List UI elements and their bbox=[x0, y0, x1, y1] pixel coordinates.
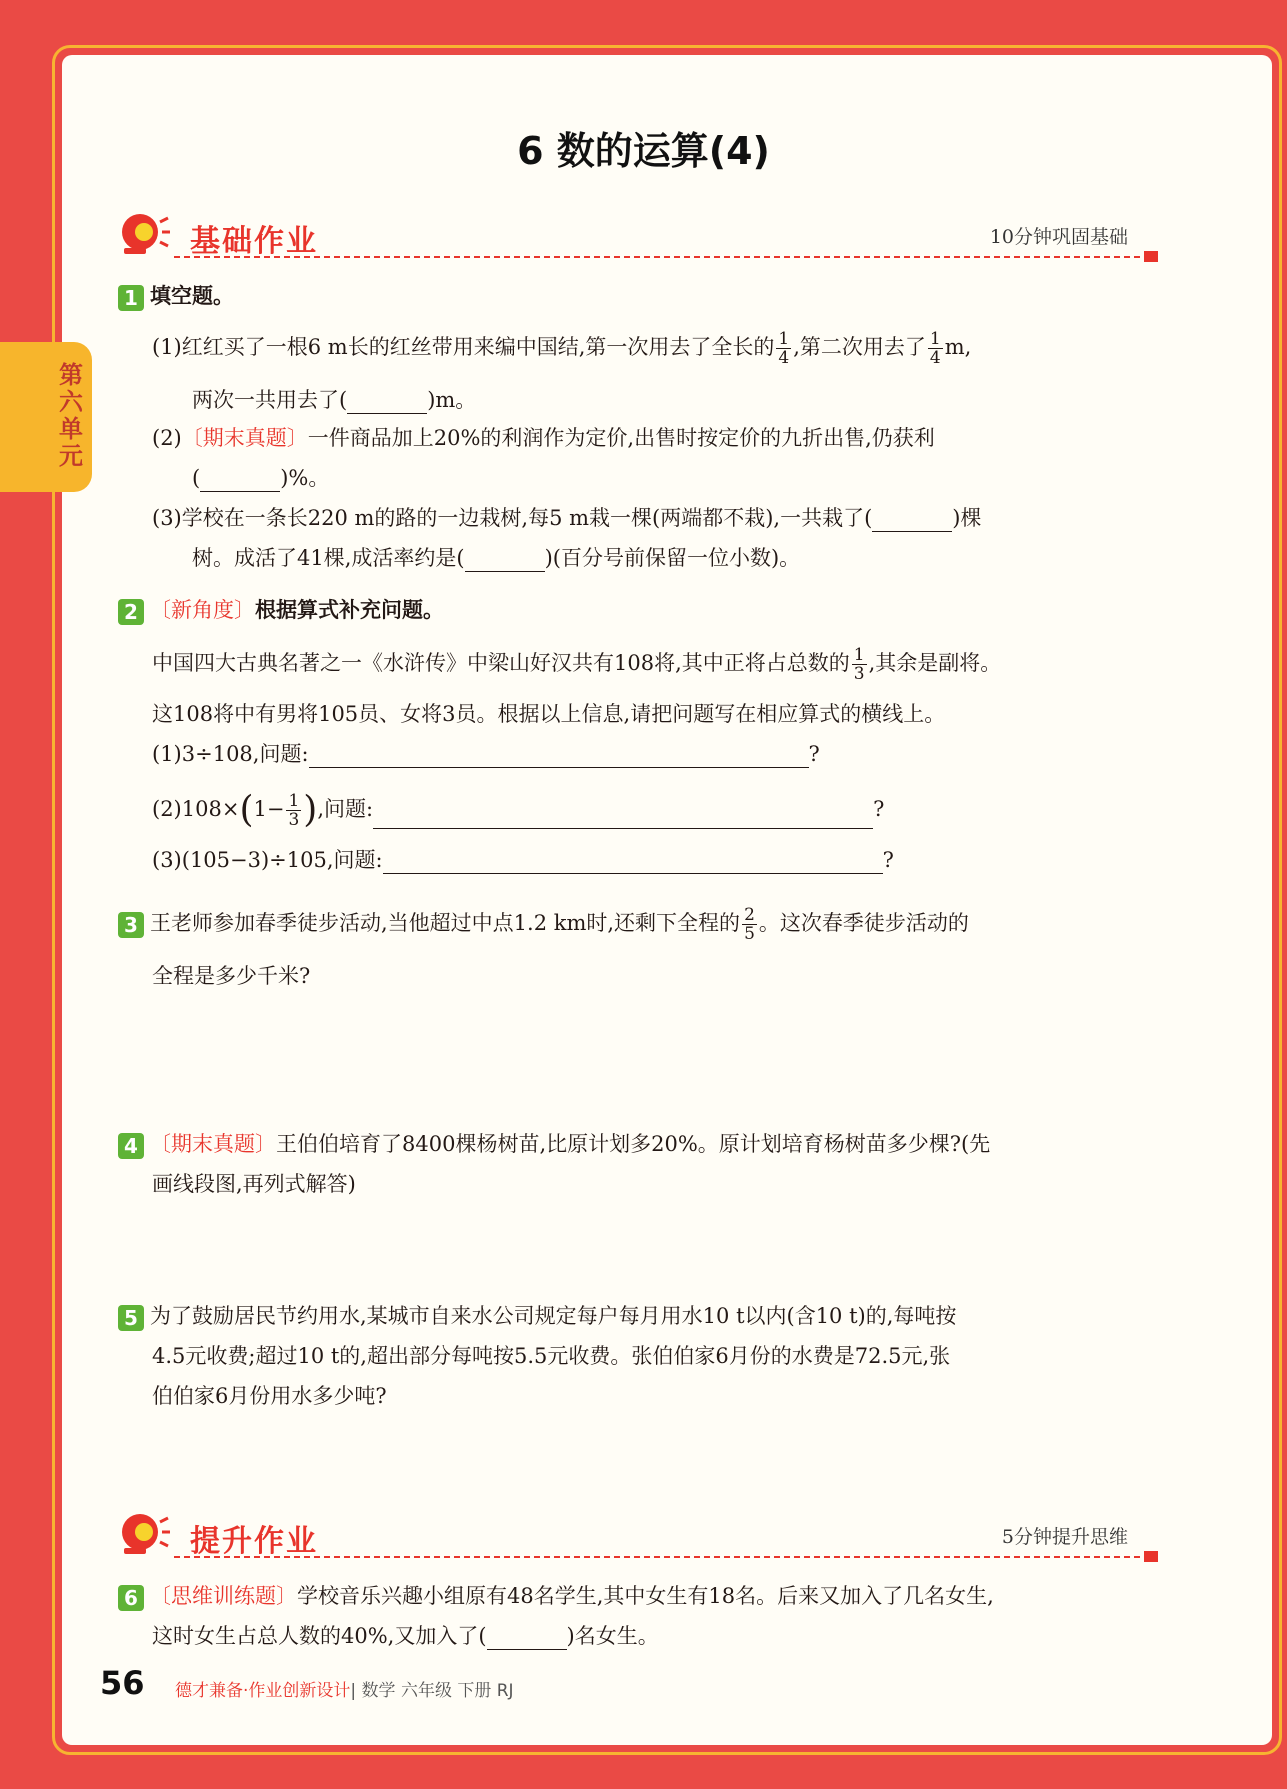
denominator: 4 bbox=[929, 348, 941, 368]
q2-sub3 bbox=[152, 846, 894, 874]
section-subtitle: 5分钟提升思维 bbox=[1001, 1526, 1128, 1548]
q1-part3-line1 bbox=[152, 504, 982, 532]
denominator: 4 bbox=[778, 348, 790, 368]
fraction bbox=[286, 792, 301, 829]
q2-line1 bbox=[152, 646, 1001, 683]
book-info: | 数学 六年级 下册 RJ bbox=[350, 1681, 514, 1701]
question-5-line2: 4.5元收费;超过10 t的,超出部分每吨按5.5元收费。张伯伯家6月份的水费是72.5元,张 bbox=[152, 1344, 951, 1368]
fraction bbox=[852, 646, 867, 683]
question-mark: ? bbox=[873, 797, 885, 821]
text: ,问题: bbox=[317, 797, 374, 821]
q1-part1-line2 bbox=[192, 386, 476, 414]
text: )m。 bbox=[427, 388, 477, 412]
page-title: 6 数的运算(4) bbox=[517, 129, 770, 173]
text: 中国四大古典名著之一《水浒传》中梁山好汉共有108将,其中正将占总数的 bbox=[152, 651, 850, 675]
new-angle-tag: 〔新角度〕 bbox=[150, 598, 255, 622]
denominator: 3 bbox=[288, 810, 300, 830]
section-advanced-header bbox=[118, 1506, 1158, 1566]
question-3-line1 bbox=[118, 906, 969, 943]
question-4-line2: 画线段图,再列式解答) bbox=[152, 1172, 356, 1196]
q1-part2-line2 bbox=[192, 464, 329, 492]
answer-line[interactable] bbox=[383, 873, 883, 874]
fraction bbox=[742, 906, 757, 943]
question-number: 3 bbox=[118, 912, 144, 938]
bell-megaphone-icon bbox=[118, 208, 172, 262]
question-number: 5 bbox=[118, 1305, 144, 1331]
question-1-header bbox=[118, 282, 234, 311]
section-title: 提升作业 bbox=[190, 1524, 318, 1559]
answer-blank[interactable] bbox=[200, 491, 280, 492]
bell-megaphone-icon bbox=[118, 1508, 172, 1562]
answer-blank[interactable] bbox=[347, 413, 427, 414]
text: 王伯伯培育了8400棵杨树苗,比原计划多20%。原计划培育杨树苗多少棵?(先 bbox=[276, 1132, 991, 1156]
question-number: 4 bbox=[118, 1133, 144, 1159]
section-divider-end bbox=[1144, 251, 1158, 262]
question-title: 根据算式补充问题。 bbox=[255, 598, 444, 622]
text: )棵 bbox=[952, 506, 982, 530]
denominator: 3 bbox=[853, 664, 865, 684]
text: 两次一共用去了( bbox=[192, 388, 348, 412]
question-5-line1 bbox=[118, 1302, 956, 1331]
denominator: 5 bbox=[744, 924, 755, 944]
question-number: 6 bbox=[118, 1585, 144, 1611]
text: (1)3÷108,问题: bbox=[152, 742, 309, 766]
numerator: 2 bbox=[744, 905, 755, 925]
thinking-tag: 〔思维训练题〕 bbox=[150, 1584, 297, 1608]
text: 树。成活了41棵,成活率约是( bbox=[192, 546, 465, 570]
fraction bbox=[928, 330, 943, 367]
paren-left: ( bbox=[239, 789, 254, 831]
footer-info bbox=[175, 1676, 514, 1701]
text: m, bbox=[944, 335, 972, 359]
q2-sub1 bbox=[152, 740, 820, 768]
question-5-line3: 伯伯家6月份用水多少吨? bbox=[152, 1384, 387, 1408]
text: 。这次春季徒步活动的 bbox=[758, 911, 969, 935]
q1-part1-line1 bbox=[152, 330, 971, 367]
section-divider bbox=[174, 1556, 1150, 1558]
question-number: 1 bbox=[118, 285, 144, 311]
page-number: 56 bbox=[100, 1664, 145, 1702]
fraction bbox=[776, 330, 791, 367]
question-6-line2 bbox=[152, 1622, 659, 1650]
question-4-line1 bbox=[118, 1130, 990, 1159]
numerator: 1 bbox=[778, 329, 790, 349]
question-mark: ? bbox=[808, 742, 820, 766]
text: ,其余是副将。 bbox=[868, 651, 1002, 675]
text: 王老师参加春季徒步活动,当他超过中点1.2 km时,还剩下全程的 bbox=[150, 911, 741, 935]
numerator: 1 bbox=[288, 791, 300, 811]
text: (3)(105−3)÷105,问题: bbox=[152, 848, 383, 872]
q1-part3-line2 bbox=[192, 544, 800, 572]
text: (1)红红买了一根6 m长的红丝带用来编中国结,第一次用去了全长的 bbox=[152, 335, 775, 359]
section-basic-header bbox=[118, 206, 1158, 266]
text: 学校音乐兴趣小组原有48名学生,其中女生有18名。后来又加入了几名女生, bbox=[297, 1584, 994, 1608]
section-subtitle: 10分钟巩固基础 bbox=[989, 226, 1128, 248]
text: (2) bbox=[152, 426, 182, 450]
q1-part2-line1 bbox=[152, 424, 935, 452]
paren-right: ) bbox=[303, 789, 318, 831]
text: ,第二次用去了 bbox=[793, 335, 926, 359]
answer-blank[interactable] bbox=[872, 531, 952, 532]
text: ( bbox=[192, 466, 201, 490]
exam-tag: 〔期末真题〕 bbox=[181, 426, 308, 450]
question-number: 2 bbox=[118, 599, 144, 625]
answer-blank[interactable] bbox=[487, 1649, 567, 1650]
text: )名女生。 bbox=[566, 1624, 659, 1648]
text: (3)学校在一条长220 m的路的一边栽树,每5 m栽一棵(两端都不栽),一共栽了( bbox=[152, 506, 873, 530]
unit-tab-label: 第六单元 bbox=[59, 361, 83, 470]
section-title: 基础作业 bbox=[190, 224, 318, 259]
section-divider-end bbox=[1144, 1551, 1158, 1562]
text: )%。 bbox=[280, 466, 330, 490]
numerator: 1 bbox=[853, 645, 865, 665]
text: )(百分号前保留一位小数)。 bbox=[544, 546, 801, 570]
question-title: 填空题。 bbox=[150, 284, 234, 308]
question-6-line1 bbox=[118, 1582, 994, 1611]
question-2-header bbox=[118, 596, 444, 625]
numerator: 1 bbox=[929, 329, 941, 349]
text: 这时女生占总人数的40%,又加入了( bbox=[152, 1624, 487, 1648]
q2-line2: 这108将中有男将105员、女将3员。根据以上信息,请把问题写在相应算式的横线上。 bbox=[152, 702, 946, 726]
question-mark: ? bbox=[882, 848, 894, 872]
question-3-line2: 全程是多少千米? bbox=[152, 964, 311, 988]
text: 1− bbox=[253, 797, 285, 821]
text: 为了鼓励居民节约用水,某城市自来水公司规定每户每月用水10 t以内(含10 t)的,每吨按 bbox=[150, 1304, 957, 1328]
answer-line[interactable] bbox=[373, 828, 873, 829]
text: 一件商品加上20%的利润作为定价,出售时按定价的九折出售,仍获利 bbox=[307, 426, 935, 450]
q2-sub2 bbox=[152, 789, 885, 831]
section-divider bbox=[174, 256, 1150, 258]
page-frame bbox=[62, 55, 1272, 1745]
text: (2)108× bbox=[152, 797, 240, 821]
exam-tag: 〔期末真题〕 bbox=[150, 1132, 276, 1156]
brand-name: 德才兼备·作业创新设计 bbox=[175, 1681, 351, 1701]
answer-line[interactable] bbox=[309, 767, 809, 768]
answer-blank[interactable] bbox=[465, 571, 545, 572]
